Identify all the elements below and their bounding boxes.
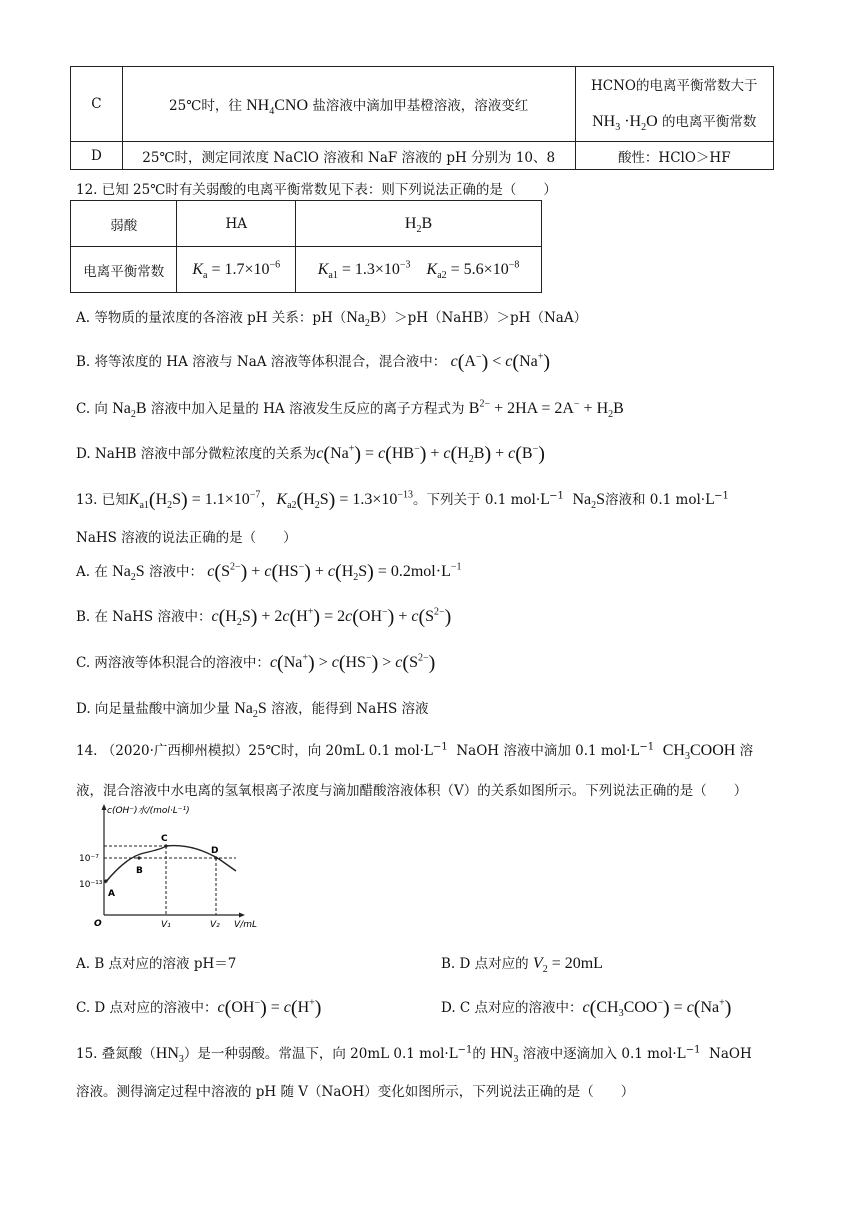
q12-stem: 12. 已知 25℃时有关弱酸的电离平衡常数见下表：则下列说法正确的是（ ） (76, 182, 557, 198)
table-row (71, 142, 774, 170)
label-a: A (108, 889, 115, 899)
q14-option-a: A. B 点对应的溶液 pH＝7 (76, 956, 237, 972)
ka-h2b-values: $K_{a1} = 1.3\times 10^{-3}$ $K_{a2} = 5.6\times 10^{-8}$ (296, 247, 542, 293)
experiment-cell: 25℃时，测定同浓度 NaClO 溶液和 NaF 溶液的 pH 分别为 10、8 (122, 142, 575, 170)
point-d (214, 856, 217, 859)
experiment-cell (122, 67, 575, 142)
q12-option-a: A. 等物质的量浓度的各溶液 pH 关系：$pH(Na_2B)>pH(NaHB)>pH(NaA)$ (76, 309, 588, 330)
q15-stem-line2: 溶液。测得滴定过程中溶液的 pH 随 V（NaOH）变化如图所示，下列说法正确的是（ ） (76, 1084, 635, 1100)
q14-stem-line2: 液，混合溶液中水电离的氢氧根离子浓度与滴加醋酸溶液体积（V）的关系如图所示。下列说法正确的是（ ） (76, 783, 748, 799)
point-a (104, 879, 107, 882)
conclusion-line: $NH_3 \cdot H_2O$ 的电离平衡常数 (592, 113, 757, 134)
conclusion-line: HCNO的电离平衡常数大于 (591, 78, 758, 94)
y-arrow (102, 804, 107, 810)
q13-stem-line2: NaHS 溶液的说法正确的是（ ） (76, 530, 297, 546)
q12-option-b: B. 将等浓度的 HA 溶液与 NaA 溶液等体积混合，混合液中： c(A−) < c(Na+) (76, 351, 551, 373)
row-label: 电离平衡常数 (71, 247, 177, 293)
formula-nh4cno: $NH_4CNO$ (246, 96, 309, 117)
experiment-text: 25℃时，往 (169, 97, 242, 114)
x-arrow (239, 913, 245, 918)
q13-option-b: B. 在 NaHS 溶液中：$c(H_2S) + 2c(H^+) = 2c(OH^-) + c(S^{2-})$ (76, 606, 452, 629)
q14-option-d: D. C 点对应的溶液中：$c(CH_3COO^-) = c(Na^+)$ (441, 997, 732, 1020)
conclusion-cell: 酸性：HClO＞HF (575, 142, 773, 170)
row-label: D (71, 142, 123, 170)
q15-stem-line1: 15. 叠氮酸$(HN_3)$是一种弱酸。常温下，向 20mL 0.1 $mol\cdot L^{-1}$的 $HN_3$ 溶液中逐滴加入 0.1 $mol\cdot L^{-1}$ NaOH (76, 1044, 752, 1066)
table-row (71, 201, 542, 247)
q12-option-c: C. 向 $Na_2B$ 溶液中加入足量的 HA 溶液发生反应的离子方程式为 $B^{2-} + 2HA = 2A^- + H_2B$ (76, 398, 624, 421)
q12-option-d: D. NaHB 溶液中部分微粒浓度的关系为$c(Na^+) = c(HB^-) + c(H_2B) + c(B^-)$ (76, 443, 545, 466)
label-c: C (161, 834, 168, 844)
label-d: D (211, 846, 219, 856)
point-b (137, 856, 140, 859)
header-ha: HA (177, 201, 296, 247)
x-label: V/mL (234, 920, 257, 930)
q14-stem-line1: 14. （2020·广西柳州模拟）25℃时，向 20mL 0.1 $mol\cdot L^{-1}$ NaOH 溶液中滴加 0.1 $mol\cdot L^{-1}$ $CH_3COOH$ 溶 (76, 741, 754, 763)
v2-label: V₂ (210, 920, 220, 930)
point-c (164, 844, 167, 847)
origin-label: O (94, 919, 102, 929)
q13-option-d: D. 向足量盐酸中滴加少量 $Na_2S$ 溶液，能得到 NaHS 溶液 (76, 700, 429, 721)
ka-ha-value: $K_a = 1.7\times 10^{-6}$ (177, 247, 296, 293)
tick-1e7: 10⁻⁷ (79, 854, 99, 864)
tick-1e13: 10⁻¹³ (79, 880, 103, 890)
label-b: B (136, 866, 143, 876)
q14-option-b: B. D 点对应的 $V_2 = 20mL$ (441, 955, 603, 976)
q14-option-c: C. D 点对应的溶液中：c(OH−) = c(H+) (76, 997, 322, 1019)
header-h2b: $H_2B$ (296, 201, 542, 247)
table-row (71, 67, 774, 142)
q13-stem-line1: 13. 已知$K_{a1}(H_2S) = 1.1\times 10^{-7}$，$K_{a2}(H_2S) = 1.3\times 10^{-13}$。下列关于 0.1 $mol\cdot L^{-1}$ $Na_2S$溶液和 0.1 $mol\cdot L^{-1}$ (76, 489, 729, 512)
table-row (71, 247, 542, 293)
q13-option-a: A. 在 $Na_2S$ 溶液中： $c(S^{2-}) + c(HS^-) + c(H_2S) = 0.2mol\cdot L^{-1}$ (76, 561, 462, 584)
experiment-text: 盐溶液中滴加甲基橙溶液，溶液变红 (312, 97, 529, 114)
q14-graph (76, 803, 272, 931)
q13-option-c: C. 两溶液等体积混合的溶液中：$c(Na^+) > c(HS^-) > c(S^{2-})$ (76, 652, 436, 674)
conclusion-cell (575, 67, 773, 142)
header-acid: 弱酸 (71, 201, 177, 247)
y-label: c(OH⁻)水/(mol·L⁻¹) (107, 806, 190, 816)
v1-label: V₁ (161, 920, 171, 930)
answer-table (70, 66, 774, 170)
ka-table (70, 200, 542, 293)
row-label: C (71, 67, 123, 142)
